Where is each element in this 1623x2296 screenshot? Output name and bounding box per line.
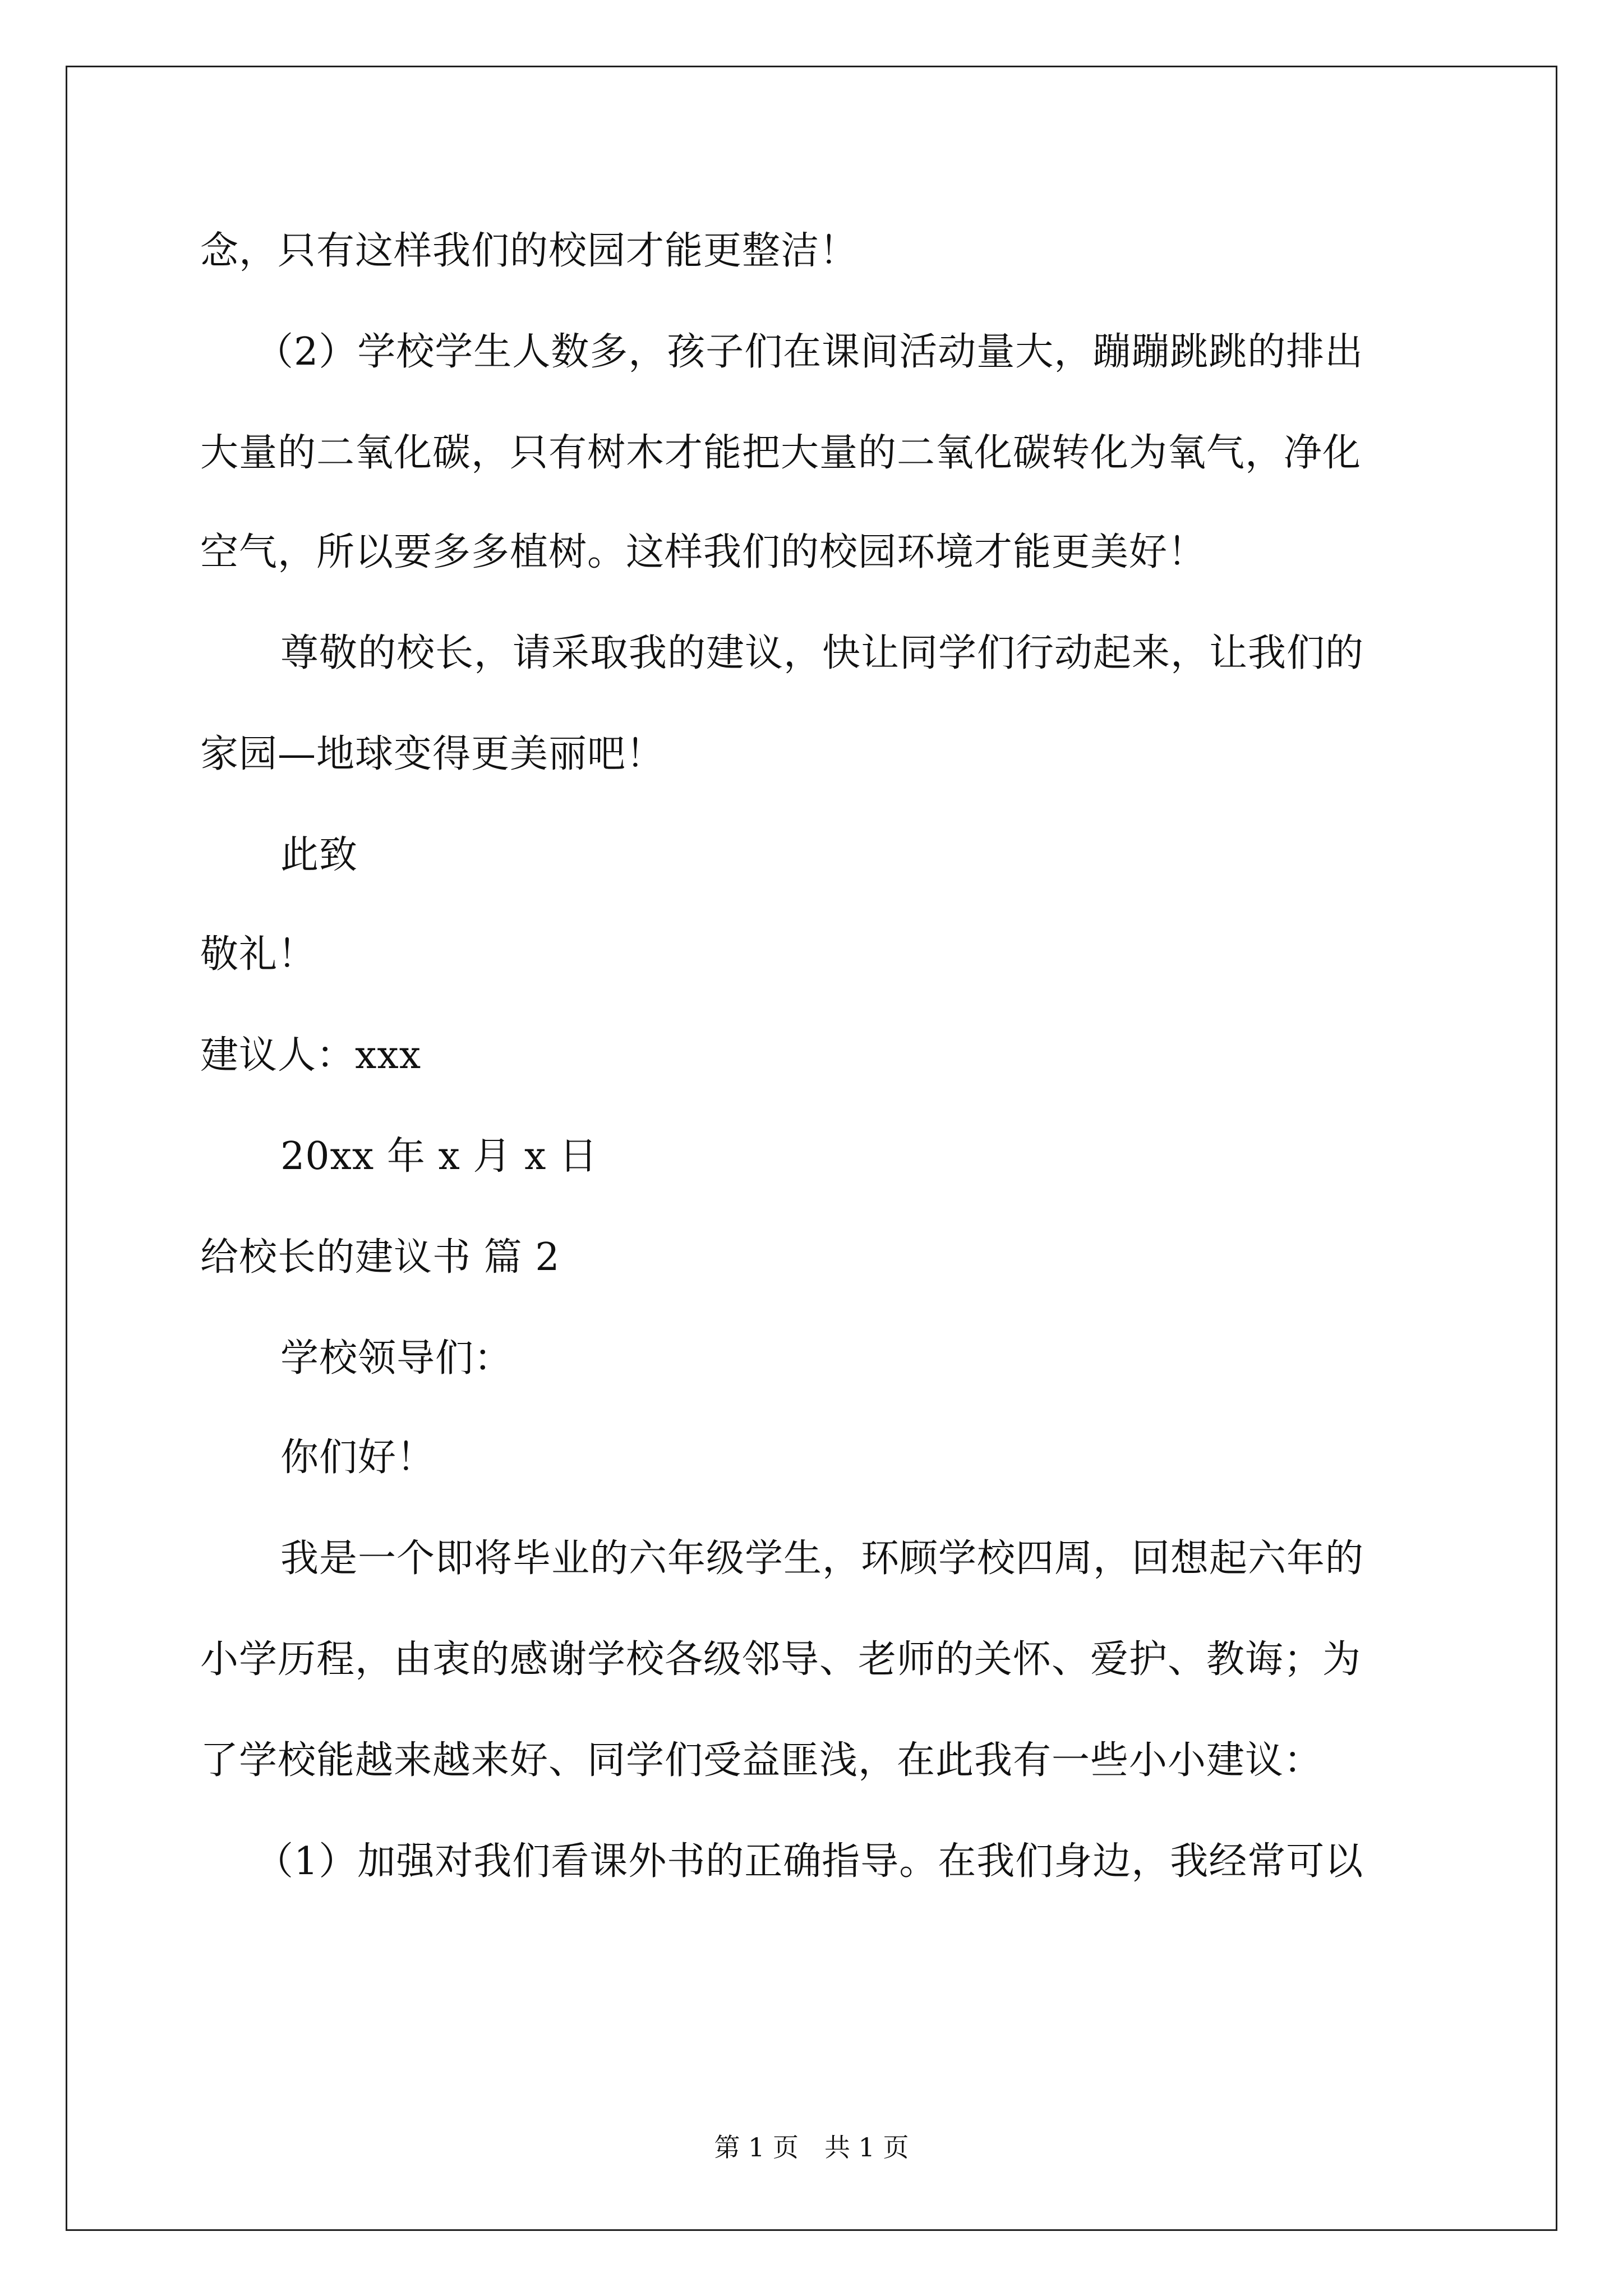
text-line-15: 小学历程，由衷的感谢学校各级邻导、老师的关怀、爱护、教诲；为 — [200, 1637, 1362, 1682]
text-line-17: （1）加强对我们看课外书的正确指导。在我们身边，我经常可以 — [255, 1839, 1364, 1884]
text-line-6: 家园—地球变得更美丽吧！ — [200, 732, 665, 776]
text-line-11: 给校长的建议书 篇 2 — [200, 1235, 560, 1280]
page-footer — [0, 2132, 1623, 2163]
text-line-8: 敬礼！ — [200, 932, 317, 977]
text-line-14: 我是一个即将毕业的六年级学生，环顾学校四周，回想起六年的 — [280, 1536, 1364, 1581]
text-line-2: （2）学校学生人数多，孩子们在课间活动量大，蹦蹦跳跳的排出 — [255, 330, 1364, 374]
page-total: 共 1 页 — [824, 2132, 909, 2162]
text-line-16: 了学校能越来越来好、同学们受益匪浅，在此我有一些小小建议： — [200, 1738, 1323, 1783]
text-line-13: 你们好！ — [280, 1435, 436, 1480]
text-line-7: 此致 — [280, 833, 358, 877]
text-line-10: 20xx 年 x 月 x 日 — [280, 1134, 598, 1179]
text-line-5: 尊敬的校长，请采取我的建议，快让同学们行动起来，让我们的 — [280, 631, 1364, 675]
text-line-3: 大量的二氧化碳，只有树木才能把大量的二氧化碳转化为氧气，净化 — [200, 431, 1362, 475]
text-line-9: 建议人：xxx — [200, 1033, 422, 1078]
text-line-12: 学校领导们： — [280, 1336, 513, 1381]
page-number: 第 1 页 — [714, 2132, 799, 2162]
text-line-4: 空气，所以要多多植树。这样我们的校园环境才能更美好！ — [200, 530, 1207, 574]
text-line-1: 念，只有这样我们的校园才能更整洁！ — [200, 229, 859, 273]
